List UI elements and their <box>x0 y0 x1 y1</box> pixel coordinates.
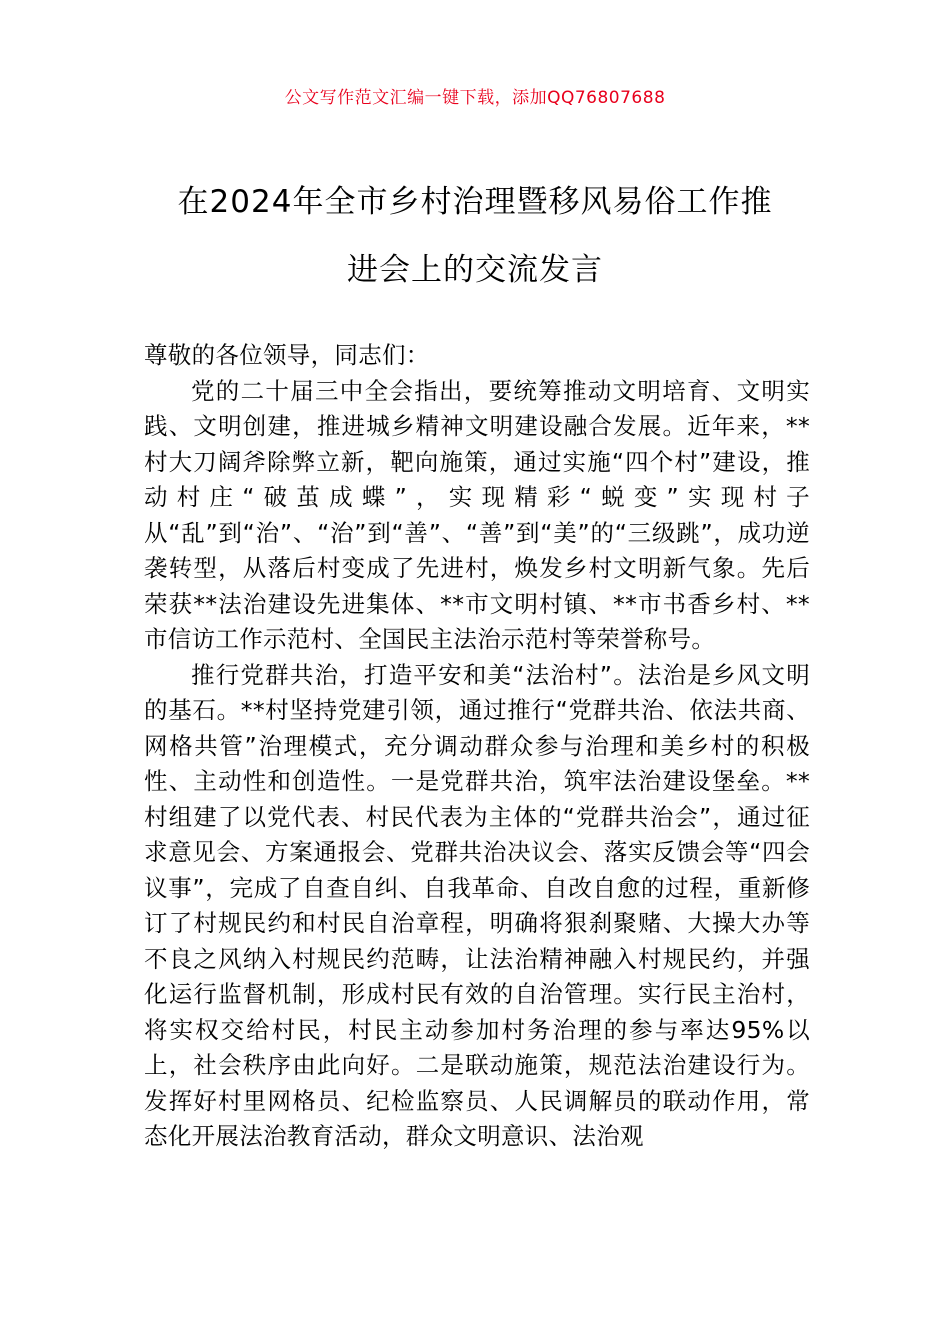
document-title-line-2: 进会上的交流发言 <box>347 252 603 288</box>
download-banner: 公文写作范文汇编一键下载，添加QQ76807688 <box>284 88 666 108</box>
paragraph-intro: 党的二十届三中全会指出，要统筹推动文明培育、文明实践、文明创建，推进城乡精神文明建设融合发展。近年来，**村大刀阔斧除弊立新，靶向施策，通过实施“四个村”建设，推动村庄“破茧成蝶”，实现精彩“蜕变”实现村子从“乱”到“治”、“治”到“善”、“善”到“美”的“三级跳”，成功逆袭转型，从落后村变成了先进村，焕发乡村文明新气象。先后荣获**法治建设先进集体、**市文明村镇、**市书香乡村、**市信访工作示范村、全国民主法治示范村等荣誉称号。 <box>144 376 810 653</box>
paragraph-rule-of-law: 推行党群共治，打造平安和美“法治村”。法治是乡风文明的基石。**村坚持党建引领，通过推行“党群共治、依法共商、网格共管”治理模式，充分调动群众参与治理和美乡村的积极性、主动性和创造性。一是党群共治，筑牢法治建设堡垒。**村组建了以党代表、村民代表为主体的“党群共治会”，通过征求意见会、方案通报会、党群共治决议会、落实反馈会等“四会议事”，完成了自查自纠、自我革命、自改自愈的过程，重新修订了村规民约和村民自治章程，明确将狠刹聚赌、大操大办等不良之风纳入村规民约范畴，让法治精神融入村规民约，并强化运行监督机制，形成村民有效的自治管理。实行民主治村，将实权交给村民，村民主动参加村务治理的参与率达95%以上，社会秩序由此向好。二是联动施策，规范法治建设行为。发挥好村里网格员、纪检监察员、人民调解员的联动作用，常态化开展法治教育活动，群众文明意识、法治观 <box>144 660 810 1150</box>
document-title-line-1: 在2024年全市乡村治理暨移风易俗工作推 <box>177 184 773 220</box>
salutation: 尊敬的各位领导，同志们： <box>144 341 430 369</box>
document-body <box>144 338 810 1155</box>
